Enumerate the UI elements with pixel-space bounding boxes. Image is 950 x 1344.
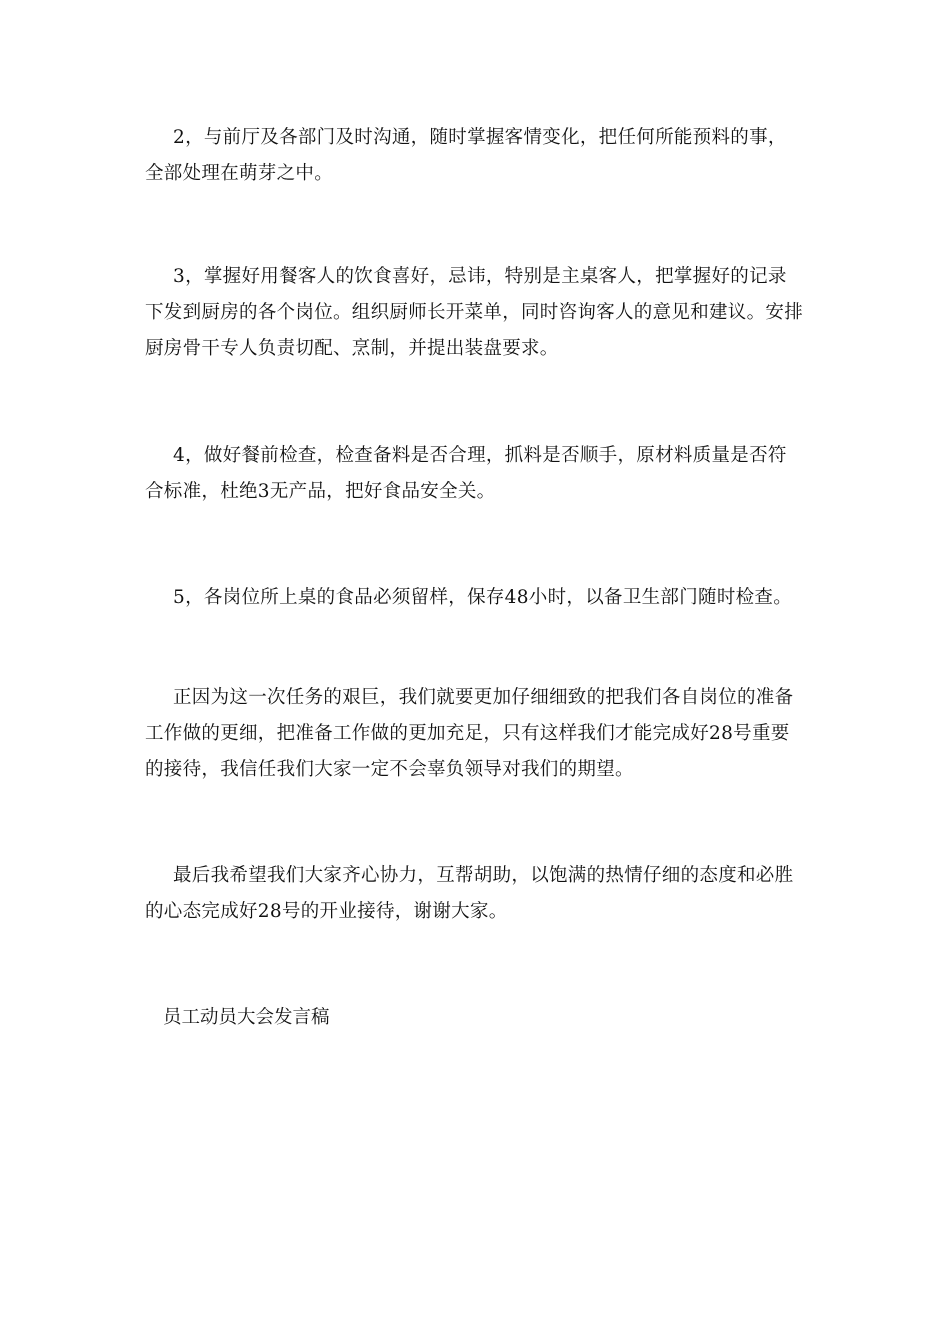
section-heading: 员工动员大会发言稿 <box>163 1007 330 1028</box>
paragraph-item-2: 2，与前厅及各部门及时沟通，随时掌握客情变化，把任何所能预料的事，全部处理在萌芽之中。 <box>145 127 787 184</box>
paragraph-item-5: 5，各岗位所上桌的食品必须留样，保存48小时，以备卫生部门随时检查。 <box>173 587 793 608</box>
paragraph-closing: 最后我希望我们大家齐心协力，互帮胡助，以饱满的热情仔细的态度和必胜的心态完成好28号的开业接待，谢谢大家。 <box>145 865 794 922</box>
paragraph-conclusion: 正因为这一次任务的艰巨，我们就要更加仔细细致的把我们各自岗位的准备工作做的更细，把准备工作做的更加充足，只有这样我们才能完成好28号重要的接待，我信任我们大家一定不会辜负领导对我们的期望。 <box>145 687 794 780</box>
paragraph-item-3: 3，掌握好用餐客人的饮食喜好，忌讳，特别是主桌客人，把掌握好的记录下发到厨房的各个岗位。组织厨师长开菜单，同时咨询客人的意见和建议。安排厨房骨干专人负责切配、烹制，并提出装盘要求。 <box>145 266 804 359</box>
paragraph-item-4: 4，做好餐前检查，检查备料是否合理，抓料是否顺手，原材料质量是否符合标准，杜绝3无产品，把好食品安全关。 <box>145 445 787 502</box>
